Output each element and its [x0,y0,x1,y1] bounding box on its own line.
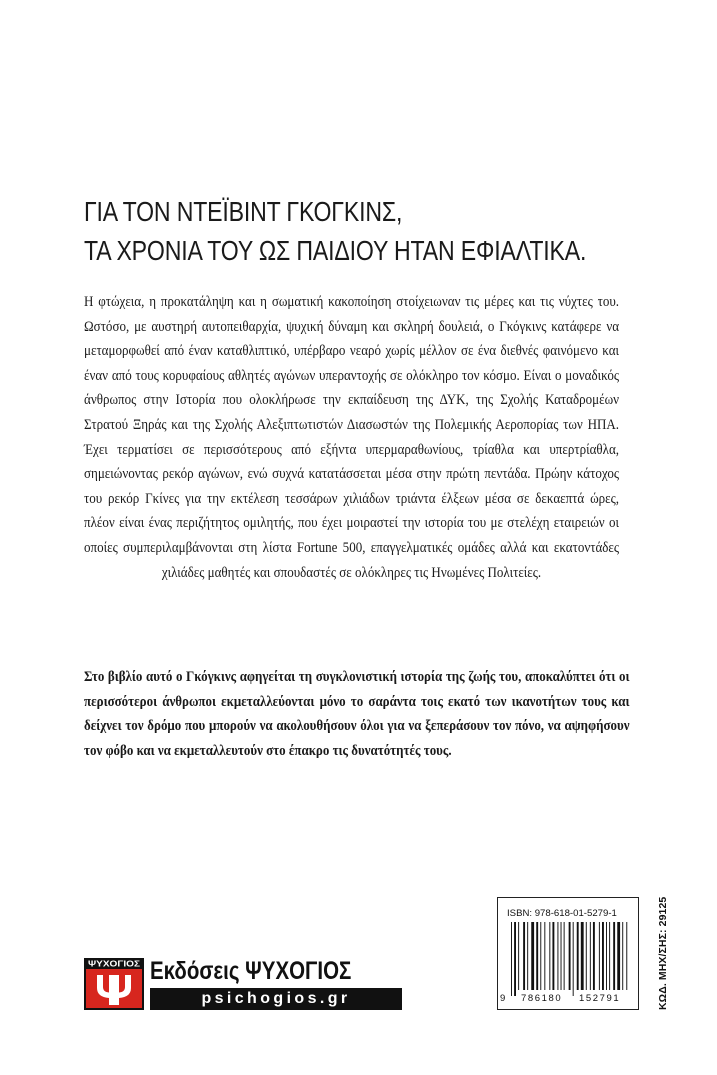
emblem-label: ΨΥΧΟΓΙΟΣ [88,959,141,969]
barcode-bar [617,922,620,990]
barcode-bar [531,922,534,990]
barcode-bar [626,922,627,990]
barcode-bar [586,922,587,990]
barcode-bar [523,922,525,990]
barcode-bar [561,922,562,990]
barcode-bar [577,922,579,990]
barcode-bar [514,922,516,996]
barcode-bar [602,922,604,990]
heading-line-1: ΓΙΑ ΤΟΝ ΝΤΕΪΒΙΝΤ ΓΚΟΓΚΙΝΣ, [84,196,403,227]
barcode-bar [544,922,545,990]
barcode-digits [498,993,640,1005]
barcode-digit-first: 9 [500,993,506,1004]
publisher-logo [84,958,402,1010]
barcode-bars [507,922,631,998]
publisher-website: psichogios.gr [150,988,402,1010]
barcode-bar [511,922,512,996]
barcode-digits-right: 152791 [579,993,621,1004]
barcode-bar [590,922,591,990]
barcode-bar [540,922,541,990]
barcode-bar [573,922,574,996]
psi-icon [84,958,144,1010]
heading-line-2: ΤΑ ΧΡΟΝΙΑ ΤΟΥ ΩΣ ΠΑΙΔΙΟΥ ΗΤΑΝ ΕΦΙΑΛΤΙΚΑ. [84,235,587,266]
barcode-bar [593,922,595,990]
author-bio-paragraph: Η φτώχεια, η προκατάληψη και η σωματική κακοποίηση στοίχειωναν τις μέρες και τις νύχτες του. Ωστόσο, με αυστηρή αυτοπειθαρχία, ψυχική δύναμη και σκληρή δουλειά, ο Γκόγκινς κατάφερε να μεταμορφωθεί από έναν καταθλιπτικό, υπέρβαρο νεαρό χωρίς μέλλον σε ένα διεθνές φαινόμενο και έναν από τους κορυφαίους αθλητές αγώνων υπεραντοχής σε ολόκληρο τον κόσμο. Είναι ο μοναδικός άνθρωπος στην Ιστορία που ολοκλήρωσε την εκπαίδευση της ΔΥΚ, της Σχολής Καταδρομέων Στρατού Ξηράς και της Σχολής Αλεξιπτωτιστών Διασωστών της Πολεμικής Αεροπορίας των ΗΠΑ. Έχει τερματίσει σε περισσότερους από εξήντα υπερμαραθωνίους, τρίαθλα και υπερτρίαθλα, σημειώνοντας ρεκόρ αγώνων, ενώ συχνά κατατάσσεται μέσα στην πρώτη πεντάδα. Πρώην κάτοχος του ρεκόρ Γκίνες για την εκτέλεση τεσσάρων χιλιάδων τριάντα έλξεων μέσα σε δεκαεπτά ώρες, πλέον είναι ένας περιζήτητος ομιλητής, που έχει μοιραστεί την ιστορία του με στελέχη εταιρειών οι οποίες συμπεριλαμβάνονται στη λίστα Fortune 500, επαγγελματικές ομάδες αλλά και εκατοντάδες χιλιάδες μαθητές και σπουδαστές σε ολόκληρες τις Ηνωμένες Πολιτείες. [84,294,620,581]
barcode-bar [581,922,584,990]
barcode-bar [564,922,565,990]
barcode-bar [527,922,528,990]
barcode-digits-left: 786180 [521,993,563,1004]
back-cover-heading [84,192,587,270]
product-code: ΚΩΔ. ΜΗΧ/ΣΗΣ: 29125 [657,896,669,1010]
barcode-bar [569,922,571,990]
barcode-bar [552,922,554,990]
barcode-bar [599,922,600,990]
publisher-name: Εκδόσεις ΨΥΧΟΓΙΟΣ [150,957,352,985]
book-summary-paragraph: Στο βιβλίο αυτό ο Γκόγκινς αφηγείται τη συγκλονιστική ιστορία της ζωής του, αποκαλύπτει ότι οι περισσότεροι άνθρωποι εκμεταλλεύονται μόνο το σαράντα τοις εκατό των ικανοτήτων τους και δείχνει τον δρόμο που μπορούν να ακολουθήσουν όλοι για να ξεπεράσουν τον πόνο, να αψηφήσουν τον φόβο και να εκμεταλλευτούν στο έπακρο τις δυνατότητές τους. [84,669,630,759]
barcode-bar [549,922,550,990]
barcode-bar [536,922,538,990]
barcode-bar [613,922,615,990]
barcode-bar [557,922,558,990]
isbn-barcode [497,897,639,1010]
barcode-bar [622,922,623,990]
barcode-bar [518,922,519,990]
barcode-bar [609,922,610,990]
isbn-label: ISBN: 978-618-01-5279-1 [507,908,617,919]
barcode-bar [606,922,607,990]
